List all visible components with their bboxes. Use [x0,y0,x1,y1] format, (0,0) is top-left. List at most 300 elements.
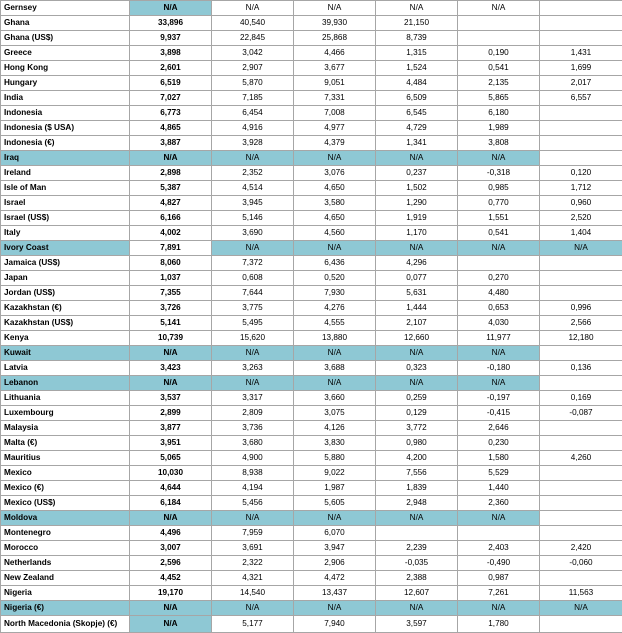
country-name-cell: North Macedonia (Skopje) (€) [1,616,130,633]
value-cell-col4: 2,388 [376,571,458,586]
value-cell-col4: N/A [376,151,458,166]
value-cell-col5: 0,541 [458,61,540,76]
table-row [1,556,622,571]
value-cell-col6: 0,136 [540,361,622,376]
table-row [1,436,622,451]
value-cell-col6: 2,420 [540,541,622,556]
value-cell-col4: N/A [376,346,458,361]
value-cell-col2: 7,959 [212,526,294,541]
value-cell-col6 [540,16,622,31]
value-cell-col3: 4,276 [294,301,376,316]
country-name-cell: Malaysia [1,421,130,436]
value-cell-col1: 6,519 [130,76,212,91]
value-cell-col2: N/A [212,1,294,16]
value-cell-col2: 4,514 [212,181,294,196]
value-cell-col5: -0,318 [458,166,540,181]
value-cell-col1: 4,496 [130,526,212,541]
value-cell-col1: 7,891 [130,241,212,256]
value-cell-col1: 5,387 [130,181,212,196]
value-cell-col3: 4,472 [294,571,376,586]
value-cell-col4: 2,107 [376,316,458,331]
value-cell-col3: 7,930 [294,286,376,301]
value-cell-col1: 19,170 [130,586,212,601]
value-cell-col6: 1,699 [540,61,622,76]
value-cell-col2: 3,736 [212,421,294,436]
country-name-cell: Iraq [1,151,130,166]
table-row [1,316,622,331]
value-cell-col6: 0,169 [540,391,622,406]
value-cell-col6: N/A [540,241,622,256]
value-cell-col3: 7,331 [294,91,376,106]
value-cell-col1: 4,002 [130,226,212,241]
table-row [1,541,622,556]
value-cell-col6 [540,376,622,391]
value-cell-col5 [458,256,540,271]
table-row [1,346,622,361]
value-cell-col1: 2,596 [130,556,212,571]
value-cell-col5: 2,403 [458,541,540,556]
table-row [1,226,622,241]
value-cell-col6 [540,121,622,136]
value-cell-col3: 5,880 [294,451,376,466]
value-cell-col4: 12,607 [376,586,458,601]
value-cell-col1: N/A [130,1,212,16]
value-cell-col5: 0,541 [458,226,540,241]
value-cell-col2: 2,809 [212,406,294,421]
value-cell-col5: 2,360 [458,496,540,511]
value-cell-col1: N/A [130,511,212,526]
value-cell-col4: 1,524 [376,61,458,76]
value-cell-col5: 2,135 [458,76,540,91]
value-cell-col2: N/A [212,151,294,166]
country-name-cell: Moldova [1,511,130,526]
value-cell-col6 [540,286,622,301]
value-cell-col2: N/A [212,241,294,256]
value-cell-col5: 2,646 [458,421,540,436]
value-cell-col6 [540,151,622,166]
value-cell-col6: 0,120 [540,166,622,181]
value-cell-col5: 5,865 [458,91,540,106]
country-name-cell: Indonesia ($ USA) [1,121,130,136]
table-row [1,256,622,271]
value-cell-col2: 3,945 [212,196,294,211]
value-cell-col5 [458,31,540,46]
country-name-cell: Hungary [1,76,130,91]
table-row [1,526,622,541]
country-name-cell: Indonesia [1,106,130,121]
value-cell-col3: 4,977 [294,121,376,136]
value-cell-col1: 2,601 [130,61,212,76]
value-cell-col2: 2,352 [212,166,294,181]
value-cell-col1: N/A [130,346,212,361]
value-cell-col6 [540,346,622,361]
value-cell-col1: 3,898 [130,46,212,61]
value-cell-col4: N/A [376,601,458,616]
value-cell-col2: 4,916 [212,121,294,136]
table-row [1,121,622,136]
value-cell-col4: 1,839 [376,481,458,496]
value-cell-col2: 4,321 [212,571,294,586]
value-cell-col1: 3,007 [130,541,212,556]
table-row [1,376,622,391]
value-cell-col5: 0,190 [458,46,540,61]
country-name-cell: Luxembourg [1,406,130,421]
value-cell-col3: 4,650 [294,211,376,226]
table-row [1,76,622,91]
value-cell-col3: 3,688 [294,361,376,376]
value-cell-col2: 7,372 [212,256,294,271]
value-cell-col3: 39,930 [294,16,376,31]
value-cell-col4: 0,237 [376,166,458,181]
value-cell-col2: 5,177 [212,616,294,633]
value-cell-col5: N/A [458,1,540,16]
value-cell-col5: -0,490 [458,556,540,571]
country-name-cell: Hong Kong [1,61,130,76]
table-row [1,391,622,406]
value-cell-col5: N/A [458,346,540,361]
country-name-cell: Kuwait [1,346,130,361]
value-cell-col1: 5,141 [130,316,212,331]
value-cell-col2: 40,540 [212,16,294,31]
value-cell-col5: 0,230 [458,436,540,451]
value-cell-col1: 3,877 [130,421,212,436]
value-cell-col6: 2,566 [540,316,622,331]
value-cell-col6: 0,996 [540,301,622,316]
country-name-cell: Kenya [1,331,130,346]
value-cell-col3: 3,830 [294,436,376,451]
value-cell-col6: 1,404 [540,226,622,241]
value-cell-col1: 3,423 [130,361,212,376]
country-name-cell: Greece [1,46,130,61]
value-cell-col3: 6,436 [294,256,376,271]
value-cell-col2: 0,608 [212,271,294,286]
value-cell-col1: N/A [130,376,212,391]
country-name-cell: Gernsey [1,1,130,16]
value-cell-col2: 4,900 [212,451,294,466]
value-cell-col6: 2,017 [540,76,622,91]
value-cell-col3: N/A [294,376,376,391]
value-cell-col2: 8,938 [212,466,294,481]
value-cell-col3: 0,520 [294,271,376,286]
value-cell-col2: 3,928 [212,136,294,151]
value-cell-col3: N/A [294,1,376,16]
value-cell-col1: 3,951 [130,436,212,451]
value-cell-col4: N/A [376,376,458,391]
value-cell-col5: N/A [458,601,540,616]
country-name-cell: Jordan (US$) [1,286,130,301]
value-cell-col1: 7,027 [130,91,212,106]
country-name-cell: Montenegro [1,526,130,541]
value-cell-col1: 3,726 [130,301,212,316]
country-name-cell: Ghana [1,16,130,31]
country-name-cell: Netherlands [1,556,130,571]
value-cell-col6: 4,260 [540,451,622,466]
value-cell-col6 [540,31,622,46]
value-cell-col4: 0,077 [376,271,458,286]
country-name-cell: Kazakhstan (US$) [1,316,130,331]
country-name-cell: Italy [1,226,130,241]
value-cell-col1: 6,166 [130,211,212,226]
table-row [1,481,622,496]
value-cell-col6: 0,960 [540,196,622,211]
value-cell-col4: 7,556 [376,466,458,481]
country-name-cell: New Zealand [1,571,130,586]
value-cell-col4: 1,444 [376,301,458,316]
value-cell-col6 [540,436,622,451]
value-cell-col4: 2,239 [376,541,458,556]
value-cell-col6 [540,1,622,16]
table-row [1,511,622,526]
value-cell-col5: 0,987 [458,571,540,586]
value-cell-col5: 0,270 [458,271,540,286]
value-cell-col5: 0,653 [458,301,540,316]
country-name-cell: Mexico (US$) [1,496,130,511]
value-cell-col2: N/A [212,376,294,391]
value-cell-col4: N/A [376,511,458,526]
value-cell-col3: 3,677 [294,61,376,76]
table-row [1,361,622,376]
value-cell-col6 [540,526,622,541]
value-cell-col4: -0,035 [376,556,458,571]
value-cell-col3: 7,940 [294,616,376,633]
value-cell-col6: 12,180 [540,331,622,346]
value-cell-col1: 3,887 [130,136,212,151]
value-cell-col3: 7,008 [294,106,376,121]
value-cell-col3: N/A [294,511,376,526]
table-row [1,331,622,346]
country-name-cell: Israel [1,196,130,211]
country-name-cell: India [1,91,130,106]
value-cell-col5 [458,526,540,541]
value-cell-col4: 1,315 [376,46,458,61]
value-cell-col4: 4,729 [376,121,458,136]
table-row [1,196,622,211]
table-row [1,61,622,76]
value-cell-col1: 4,452 [130,571,212,586]
value-cell-col5: 1,580 [458,451,540,466]
value-cell-col5: 1,551 [458,211,540,226]
table-row [1,151,622,166]
value-cell-col5: 0,985 [458,181,540,196]
value-cell-col3: 13,437 [294,586,376,601]
table-row [1,91,622,106]
table-row [1,271,622,286]
value-cell-col5: 4,480 [458,286,540,301]
value-cell-col3: 3,075 [294,406,376,421]
value-cell-col3: 3,660 [294,391,376,406]
value-cell-col3: 9,051 [294,76,376,91]
country-name-cell: Mauritius [1,451,130,466]
value-cell-col3: 6,070 [294,526,376,541]
value-cell-col6: 1,712 [540,181,622,196]
table-row [1,181,622,196]
value-cell-col4: 1,919 [376,211,458,226]
table-row [1,241,622,256]
country-name-cell: Malta (€) [1,436,130,451]
value-cell-col6: 2,520 [540,211,622,226]
value-cell-col3: 3,580 [294,196,376,211]
value-cell-col6 [540,511,622,526]
table-row [1,406,622,421]
value-cell-col3: 2,906 [294,556,376,571]
value-cell-col6 [540,256,622,271]
value-cell-col3: 3,076 [294,166,376,181]
value-cell-col3: 3,947 [294,541,376,556]
value-cell-col6 [540,466,622,481]
value-cell-col1: 10,030 [130,466,212,481]
value-cell-col5: 1,780 [458,616,540,633]
value-cell-col2: N/A [212,601,294,616]
value-cell-col5: 4,030 [458,316,540,331]
value-cell-col5: -0,197 [458,391,540,406]
value-cell-col5: N/A [458,241,540,256]
value-cell-col4: 1,170 [376,226,458,241]
value-cell-col5: 7,261 [458,586,540,601]
country-name-cell: Lithuania [1,391,130,406]
value-cell-col3: 1,987 [294,481,376,496]
value-cell-col5: 11,977 [458,331,540,346]
value-cell-col5: 1,989 [458,121,540,136]
value-cell-col1: 5,065 [130,451,212,466]
value-cell-col1: N/A [130,151,212,166]
value-cell-col5: N/A [458,151,540,166]
value-cell-col6: 6,557 [540,91,622,106]
value-cell-col4: 0,323 [376,361,458,376]
value-cell-col6: N/A [540,601,622,616]
value-cell-col2: 3,263 [212,361,294,376]
country-name-cell: Ireland [1,166,130,181]
value-cell-col5: 1,440 [458,481,540,496]
table-row [1,16,622,31]
value-cell-col2: 3,775 [212,301,294,316]
country-name-cell: Isle of Man [1,181,130,196]
table-row [1,466,622,481]
value-cell-col4: 8,739 [376,31,458,46]
value-cell-col4: 5,631 [376,286,458,301]
value-cell-col4: 4,200 [376,451,458,466]
value-cell-col6 [540,421,622,436]
value-cell-col5: 0,770 [458,196,540,211]
value-cell-col2: 2,907 [212,61,294,76]
value-cell-col2: 5,146 [212,211,294,226]
value-cell-col4: N/A [376,241,458,256]
value-cell-col2: 4,194 [212,481,294,496]
value-cell-col6 [540,481,622,496]
table-row [1,601,622,616]
value-cell-col1: 4,865 [130,121,212,136]
table-row [1,1,622,16]
value-cell-col4 [376,526,458,541]
value-cell-col5: 3,808 [458,136,540,151]
value-cell-col2: 5,456 [212,496,294,511]
value-cell-col3: 4,560 [294,226,376,241]
table-row [1,421,622,436]
value-cell-col3: N/A [294,151,376,166]
value-cell-col4: N/A [376,1,458,16]
value-cell-col1: 4,644 [130,481,212,496]
value-cell-col3: 4,555 [294,316,376,331]
value-cell-col1: 10,739 [130,331,212,346]
value-cell-col4: 6,509 [376,91,458,106]
value-cell-col2: N/A [212,346,294,361]
value-cell-col1: 6,773 [130,106,212,121]
value-cell-col5: N/A [458,376,540,391]
value-cell-col5: 6,180 [458,106,540,121]
value-cell-col3: 25,868 [294,31,376,46]
value-cell-col1: 2,899 [130,406,212,421]
value-cell-col3: 5,605 [294,496,376,511]
table-row [1,301,622,316]
value-cell-col4: 2,948 [376,496,458,511]
country-name-cell: Morocco [1,541,130,556]
value-cell-col3: 4,650 [294,181,376,196]
value-cell-col2: 3,680 [212,436,294,451]
value-cell-col1: 3,537 [130,391,212,406]
table-row [1,586,622,601]
value-cell-col2: 22,845 [212,31,294,46]
table-row [1,571,622,586]
value-cell-col6 [540,136,622,151]
value-cell-col6: -0,087 [540,406,622,421]
value-cell-col2: 5,870 [212,76,294,91]
value-cell-col3: 9,022 [294,466,376,481]
value-cell-col5: -0,180 [458,361,540,376]
country-name-cell: Nigeria [1,586,130,601]
value-cell-col3: 4,466 [294,46,376,61]
value-cell-col2: 3,691 [212,541,294,556]
value-cell-col2: 7,644 [212,286,294,301]
value-cell-col4: 0,980 [376,436,458,451]
country-name-cell: Mexico [1,466,130,481]
table-row [1,31,622,46]
value-cell-col2: 7,185 [212,91,294,106]
value-cell-col6: 11,563 [540,586,622,601]
value-cell-col5 [458,16,540,31]
value-cell-col4: 1,341 [376,136,458,151]
value-cell-col2: 3,690 [212,226,294,241]
value-cell-col5: 5,529 [458,466,540,481]
table-row [1,286,622,301]
country-name-cell: Mexico (€) [1,481,130,496]
value-cell-col1: N/A [130,601,212,616]
table-row [1,136,622,151]
value-cell-col4: 1,502 [376,181,458,196]
country-name-cell: Jamaica (US$) [1,256,130,271]
table-row [1,451,622,466]
value-cell-col1: 8,060 [130,256,212,271]
value-cell-col5: N/A [458,511,540,526]
value-cell-col4: 0,129 [376,406,458,421]
country-name-cell: Ghana (US$) [1,31,130,46]
value-cell-col1: N/A [130,616,212,633]
value-cell-col6: -0,060 [540,556,622,571]
value-cell-col6: 1,431 [540,46,622,61]
value-cell-col2: 3,042 [212,46,294,61]
value-cell-col1: 4,827 [130,196,212,211]
value-cell-col3: N/A [294,241,376,256]
country-name-cell: Indonesia (€) [1,136,130,151]
value-cell-col1: 9,937 [130,31,212,46]
table-row [1,46,622,61]
value-cell-col1: 2,898 [130,166,212,181]
country-name-cell: Israel (US$) [1,211,130,226]
value-cell-col3: 13,880 [294,331,376,346]
value-cell-col5: -0,415 [458,406,540,421]
value-cell-col4: 12,660 [376,331,458,346]
value-cell-col2: 6,454 [212,106,294,121]
value-cell-col3: N/A [294,601,376,616]
value-cell-col1: 33,896 [130,16,212,31]
